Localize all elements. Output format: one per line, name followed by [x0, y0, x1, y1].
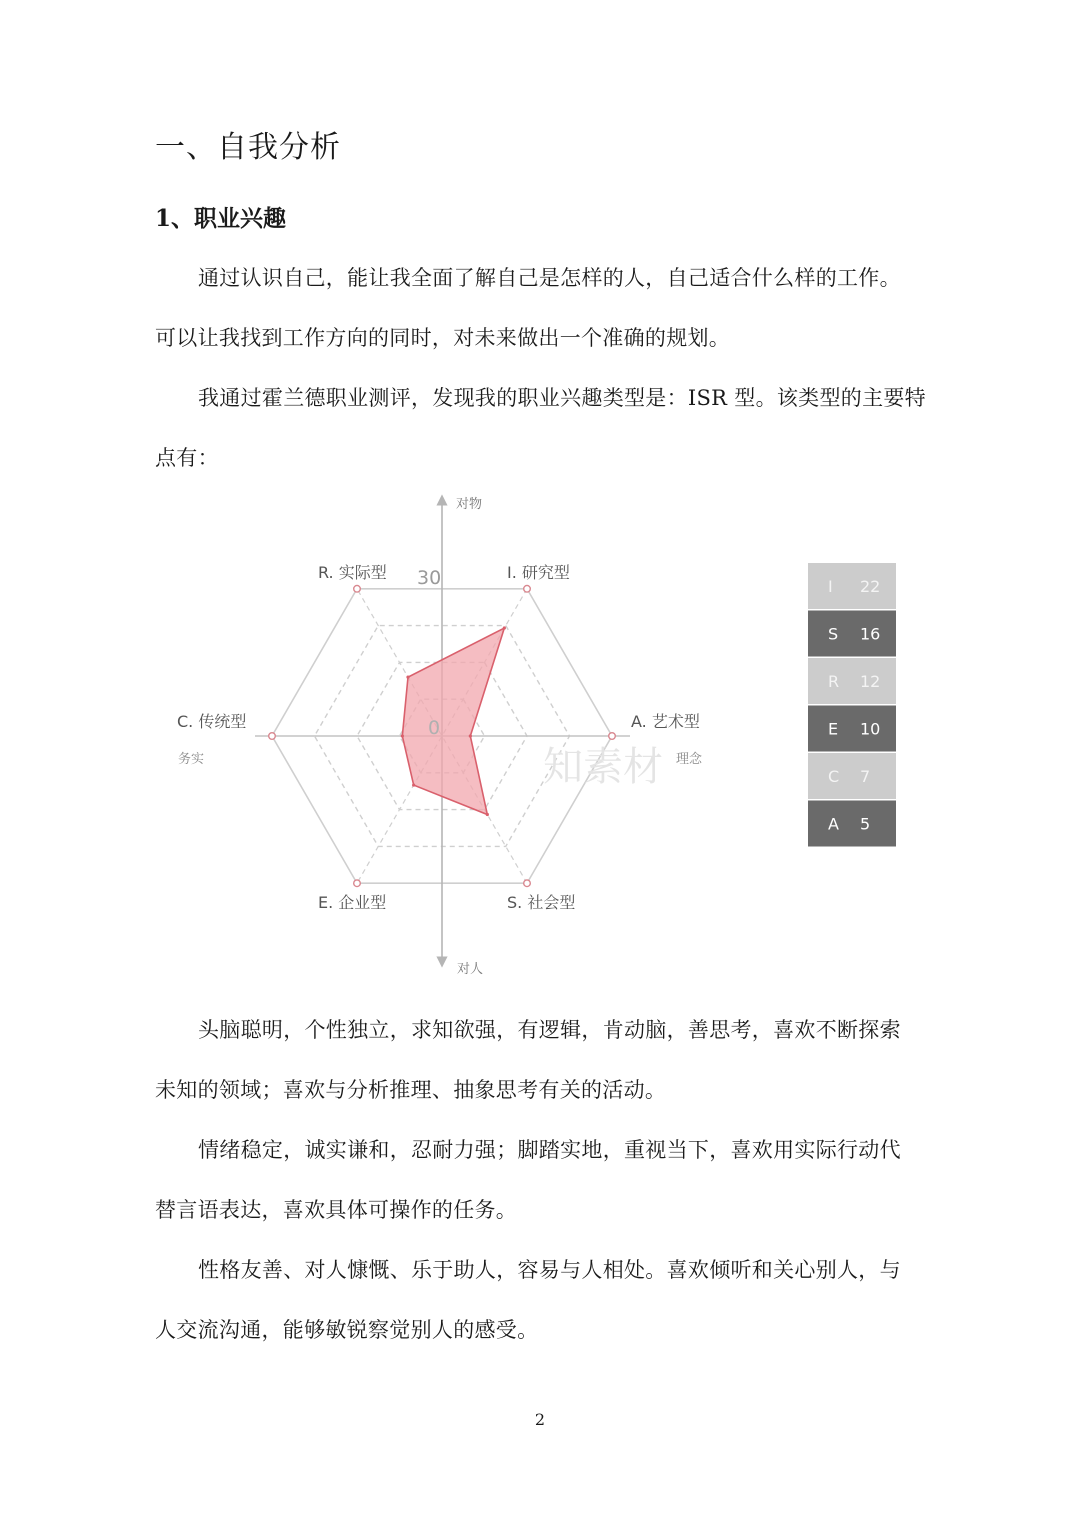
score-letter: A — [828, 814, 839, 834]
category-label-c: C. 传统型 — [177, 712, 247, 731]
score-value: 5 — [860, 814, 871, 834]
score-cell — [808, 801, 896, 847]
axis-label-left: 务实 — [178, 752, 205, 767]
radar-point-a — [469, 734, 472, 737]
watermark-text: 知素材 — [543, 744, 663, 790]
intro-line-2: 可以让我找到工作方向的同时，对未来做出一个准确的规划。 — [155, 326, 731, 350]
intro-paragraph — [155, 248, 931, 368]
score-letter: C — [828, 767, 840, 786]
category-label-s: S. 社会型 — [507, 893, 576, 912]
result-line-2: 点有： — [155, 446, 219, 470]
trait-3-line-2: 人交流沟通，能够敏锐察觉别人的感受。 — [155, 1318, 539, 1342]
score-cell — [808, 706, 896, 752]
score-value: 16 — [860, 624, 881, 644]
vertex-dot-e — [354, 880, 361, 887]
score-cell — [808, 658, 896, 704]
score-value: 10 — [860, 719, 881, 739]
vertex-dot-s — [524, 880, 531, 887]
trait-1-line-1: 头脑聪明，个性独立，求知欲强，有逻辑，肯动脑，善思考，喜欢不断探索 — [198, 1018, 901, 1042]
tick-label-max: 30 — [417, 567, 442, 589]
axis-label-top: 对物 — [456, 497, 483, 512]
intro-line-1: 通过认识自己，能让我全面了解自己是怎样的人，自己适合什么样的工作。 — [198, 266, 901, 290]
axis-label-bottom: 对人 — [457, 962, 484, 977]
radar-data-area — [402, 628, 504, 814]
category-label-a: A. 艺术型 — [631, 712, 700, 731]
subsection-heading: 1、职业兴趣 — [155, 205, 287, 232]
result-line-1: 我通过霍兰德职业测评，发现我的职业兴趣类型是：ISR 型。该类型的主要特 — [198, 386, 926, 410]
tick-label-min: 0 — [428, 717, 441, 739]
category-label-i: I. 研究型 — [507, 563, 570, 582]
score-table — [808, 563, 896, 847]
trait-paragraph-3 — [155, 1240, 931, 1360]
page-number: 2 — [534, 1410, 546, 1429]
holland-radar-chart — [160, 488, 900, 978]
score-value: 12 — [860, 672, 881, 691]
trait-paragraph-1 — [155, 1000, 931, 1120]
axis-label-right: 理念 — [676, 752, 703, 767]
score-value: 22 — [860, 577, 881, 596]
vertex-dot-a — [609, 733, 616, 740]
trait-1-line-2: 未知的领域；喜欢与分析推理、抽象思考有关的活动。 — [155, 1078, 667, 1102]
result-paragraph — [155, 368, 931, 488]
radar-point-s — [486, 813, 489, 816]
score-cell — [808, 563, 896, 609]
score-letter: S — [828, 624, 839, 644]
trait-2-line-2: 替言语表达，喜欢具体可操作的任务。 — [155, 1198, 518, 1222]
category-label-e: E. 企业型 — [318, 893, 387, 912]
radar-point-e — [412, 783, 415, 786]
trait-paragraph-2 — [155, 1120, 931, 1240]
score-cell — [808, 753, 896, 799]
vertex-dot-r — [354, 585, 361, 592]
category-label-r: R. 实际型 — [318, 563, 387, 582]
radar-point-c — [401, 734, 404, 737]
radar-data — [401, 626, 506, 816]
trait-3-line-1: 性格友善、对人慷慨、乐于助人，容易与人相处。喜欢倾听和关心别人，与 — [198, 1258, 901, 1282]
vertex-dot-c — [269, 733, 276, 740]
score-value: 7 — [860, 767, 871, 786]
score-cell — [808, 611, 896, 657]
radar-point-r — [406, 676, 409, 679]
trait-2-line-1: 情绪稳定，诚实谦和，忍耐力强；脚踏实地，重视当下，喜欢用实际行动代 — [198, 1138, 901, 1162]
section-heading: 一、自我分析 — [155, 130, 341, 165]
score-letter: R — [828, 672, 840, 691]
radar-point-i — [503, 626, 506, 629]
vertex-dot-i — [524, 585, 531, 592]
score-letter: I — [828, 577, 833, 596]
score-letter: E — [828, 719, 839, 739]
